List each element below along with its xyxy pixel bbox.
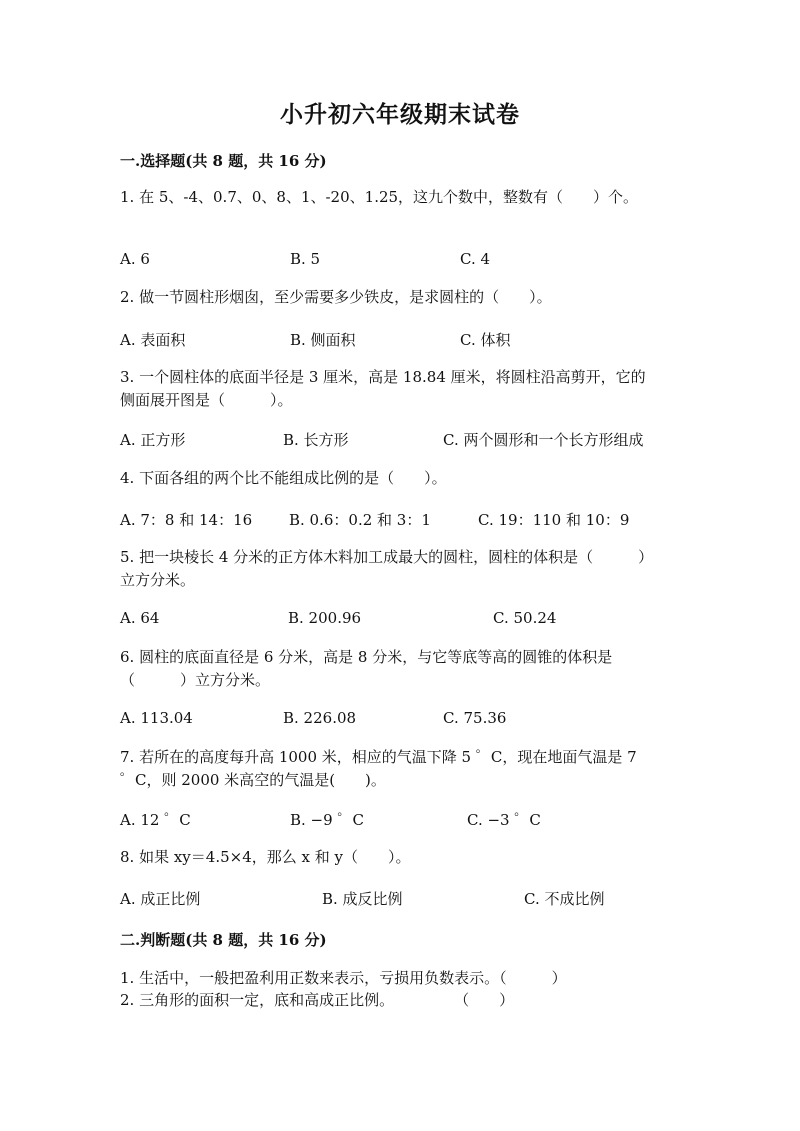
- option-3a: A. 正方形: [120, 431, 186, 449]
- option-7a: A. 12 ゜C: [120, 811, 191, 829]
- option-8a: A. 成正比例: [120, 890, 201, 908]
- option-4b: B. 0.6：0.2 和 3：1: [289, 511, 431, 529]
- question-8: 8. 如果 xy＝4.5×4，那么 x 和 y（ ）。: [120, 848, 411, 866]
- option-8b: B. 成反比例: [322, 890, 403, 908]
- question-1: 1. 在 5、-4、0.7、0、8、1、-20、1.25，这九个数中，整数有（ ）个。: [120, 188, 639, 206]
- option-6a: A. 113.04: [120, 709, 193, 727]
- option-4c: C. 19：110 和 10：9: [478, 511, 630, 529]
- question-6-line-2: （ ）立方分米。: [120, 671, 271, 689]
- page-title: 小升初六年级期末试卷: [280, 101, 520, 128]
- question-7-line-2: ゜C，则 2000 米高空的气温是( )。: [120, 771, 386, 789]
- section-heading-judgement: 二.判断题(共 8 题，共 16 分): [120, 931, 327, 949]
- option-2b: B. 侧面积: [290, 331, 356, 349]
- question-4: 4. 下面各组的两个比不能组成比例的是（ ）。: [120, 469, 447, 487]
- question-5: [120, 546, 680, 592]
- question-3: [120, 366, 680, 412]
- option-7b: B. −9 ゜C: [290, 811, 364, 829]
- option-5c: C. 50.24: [493, 609, 557, 627]
- question-5-line-2: 立方分米。: [120, 571, 196, 589]
- option-1a: A. 6: [120, 250, 150, 268]
- option-2c: C. 体积: [460, 331, 511, 349]
- option-4a: A. 7：8 和 14：16: [120, 511, 253, 529]
- judgement-item-2: 2. 三角形的面积一定，底和高成正比例。 （ ）: [120, 991, 515, 1009]
- option-1b: B. 5: [290, 250, 321, 268]
- option-5a: A. 64: [120, 609, 160, 627]
- question-6-line-1: 6. 圆柱的底面直径是 6 分米，高是 8 分米，与它等底等高的圆锥的体积是: [120, 648, 613, 666]
- option-3b: B. 长方形: [283, 431, 349, 449]
- option-7c: C. −3 ゜C: [467, 811, 541, 829]
- option-1c: C. 4: [460, 250, 491, 268]
- option-6c: C. 75.36: [443, 709, 507, 727]
- question-3-line-2: 侧面展开图是（ ）。: [120, 391, 293, 409]
- question-6: [120, 646, 680, 692]
- question-5-line-1: 5. 把一块棱长 4 分米的正方体木料加工成最大的圆柱，圆柱的体积是（ ）: [120, 548, 654, 566]
- question-7: [120, 746, 680, 792]
- option-6b: B. 226.08: [283, 709, 357, 727]
- option-3c: C. 两个圆形和一个长方形组成: [443, 431, 644, 449]
- option-5b: B. 200.96: [288, 609, 362, 627]
- option-2a: A. 表面积: [120, 331, 186, 349]
- judgement-item-1: 1. 生活中，一般把盈利用正数来表示，亏损用负数表示。（ ）: [120, 969, 567, 987]
- question-3-line-1: 3. 一个圆柱体的底面半径是 3 厘米，高是 18.84 厘米，将圆柱沿高剪开，它的: [120, 368, 646, 386]
- question-2: 2. 做一节圆柱形烟囱，至少需要多少铁皮，是求圆柱的（ ）。: [120, 288, 552, 306]
- question-7-line-1: 7. 若所在的高度每升高 1000 米，相应的气温下降 5 ゜C，现在地面气温是 7: [120, 748, 637, 766]
- section-heading-choice: 一.选择题(共 8 题，共 16 分): [120, 152, 327, 170]
- option-8c: C. 不成比例: [524, 890, 605, 908]
